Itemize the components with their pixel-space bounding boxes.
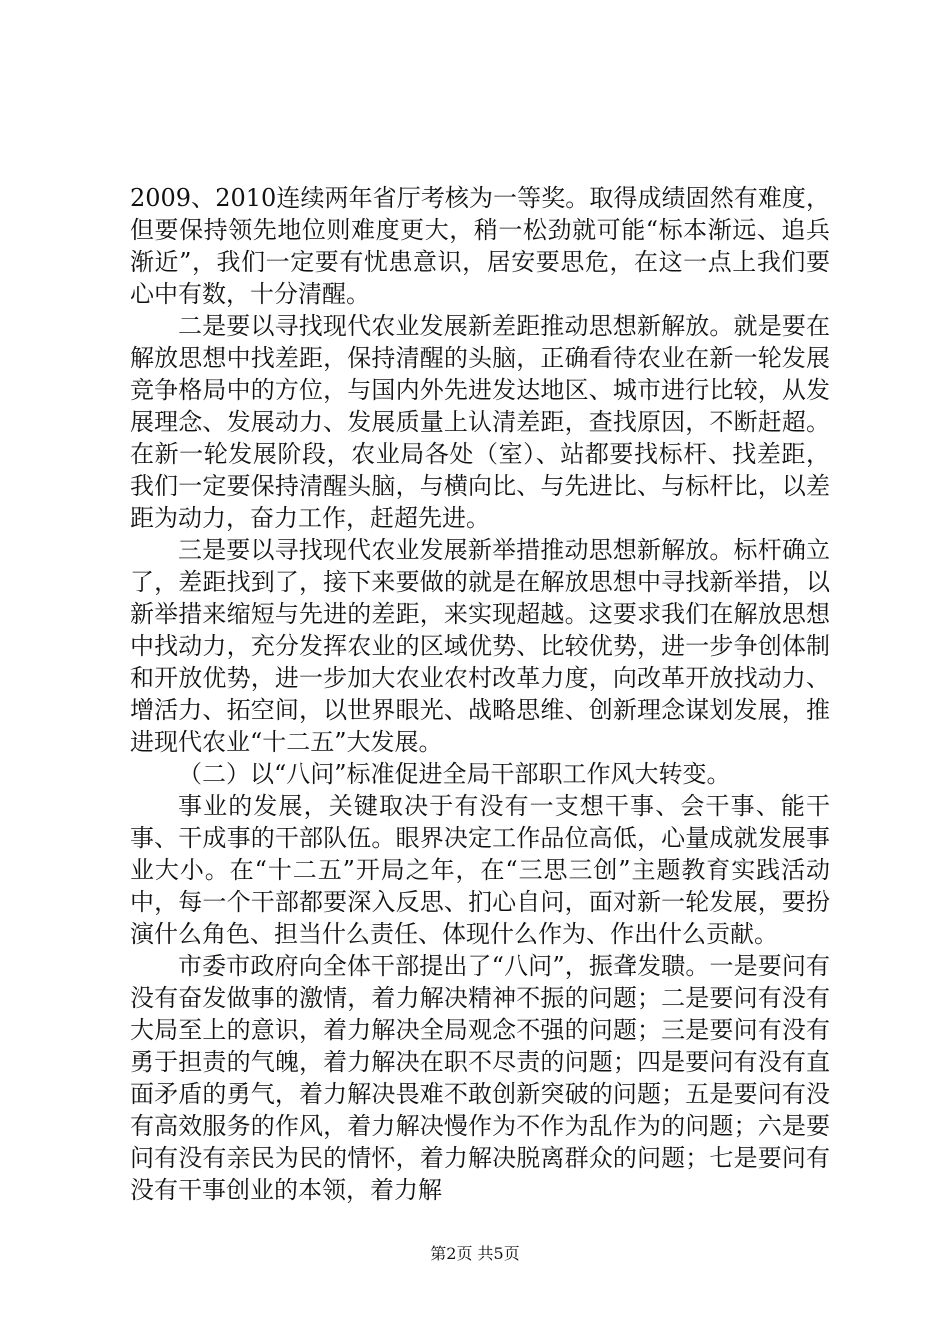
paragraph-second-point: 二是要以寻找现代农业发展新差距推动思想新解放。就是要在解放思想中找差距，保持清醒的头脑，正确看待农业在新一轮发展竞争格局中的方位，与国内外先进发达地区、城市进行比较，从发展理念、发展动力、发展质量上认清差距，查找原因，不断赶超。在新一轮发展阶段，农业局各处（室）、站都要找标杆、找差距，我们一定要保持清醒头脑，与横向比、与先进比、与标杆比，以差距为动力，奋力工作，赶超先进。 [130, 312, 830, 532]
paragraph-continuation: 2009、2010连续两年省厅考核为一等奖。取得成绩固然有难度，但要保持领先地位则难度更大，稍一松劲就可能“标本渐远、追兵渐近”，我们一定要有忧患意识，居安要思危，在这一点上我们要心中有数，十分清醒。 [130, 184, 830, 308]
section-heading-eight-questions: （二）以“八问”标准促进全局干部职工作风大转变。 [178, 760, 731, 788]
paragraph-eight-questions: 市委市政府向全体干部提出了“八问”，振聋发聩。一是要问有没有奋发做事的激情，着力解决精神不振的问题；二是要问有没有大局至上的意识，着力解决全局观念不强的问题；三是要问有没有勇于担责的气魄，着力解决在职不尽责的问题；四是要问有没有直面矛盾的勇气，着力解决畏难不敢创新突破的问题；五是要问有没有高效服务的作风，着力解决慢作为不作为乱作为的问题；六是要问有没有亲民为民的情怀，着力解决脱离群众的问题；七是要问有没有干事创业的本领，着力解 [130, 952, 830, 1204]
paragraph-third-point: 三是要以寻找现代农业发展新举措推动思想新解放。标杆确立了，差距找到了，接下来要做的就是在解放思想中寻找新举措，以新举措来缩短与先进的差距，来实现超越。这要求我们在解放思想中找动力，充分发挥农业的区域优势、比较优势，进一步争创体制和开放优势，进一步加大农业农村改革力度，向改革开放找动力、增活力、拓空间，以世界眼光、战略思维、创新理念谋划发展，推进现代农业“十二五”大发展。 [130, 536, 830, 756]
document-body [130, 182, 830, 1206]
page-number-footer: 第2页 共5页 [430, 1244, 520, 1263]
paragraph-cadre-team: 事业的发展，关键取决于有没有一支想干事、会干事、能干事、干成事的干部队伍。眼界决定工作品位高低，心量成就发展事业大小。在“十二五”开局之年，在“三思三创”主题教育实践活动中，每一个干部都要深入反思、扪心自问，面对新一轮发展，要扮演什么角色、担当什么责任、体现什么作为、作出什么贡献。 [130, 792, 830, 948]
